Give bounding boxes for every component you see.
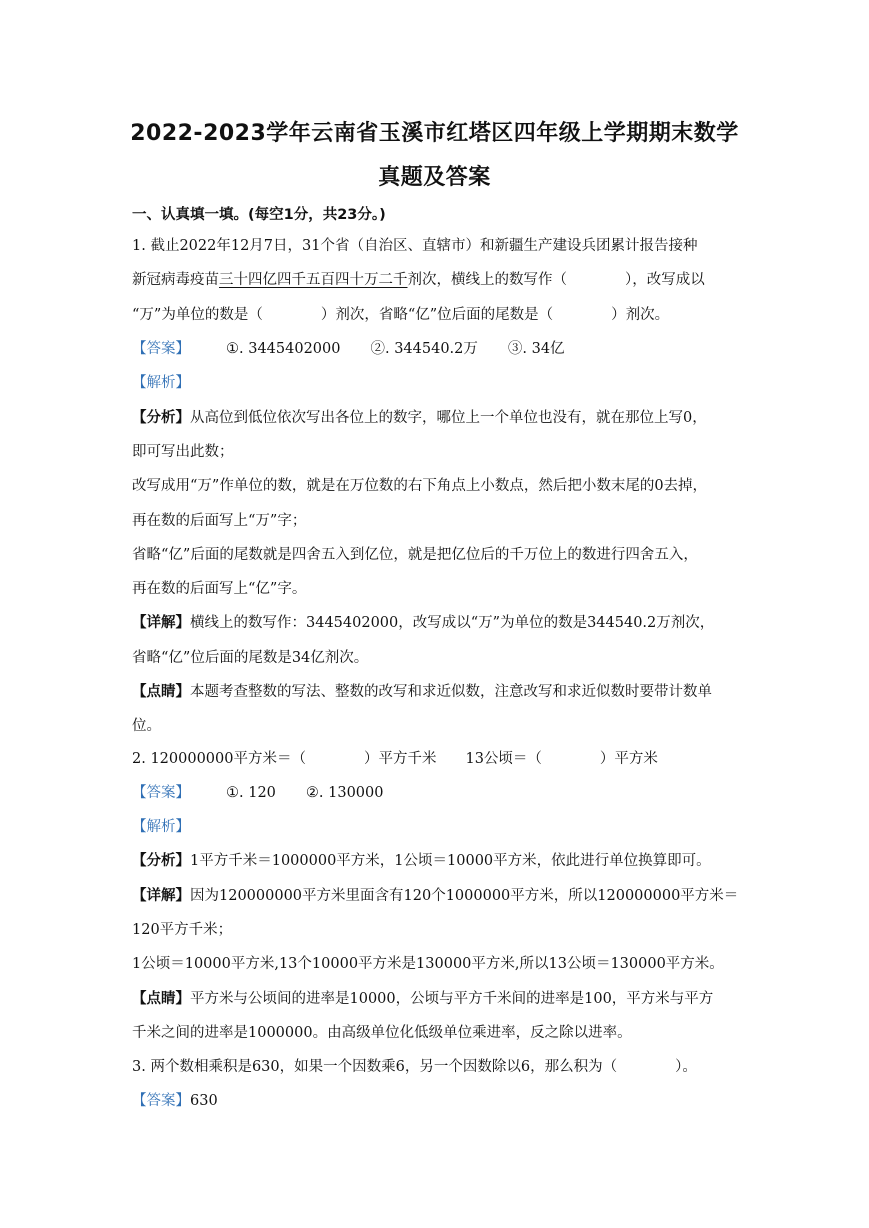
q2-answer-2: ②. 130000 [305, 785, 384, 801]
fenxi-tag: 【分析】 [132, 853, 190, 869]
answer-tag: 【答案】 [132, 785, 190, 801]
q3-answer [132, 1091, 742, 1111]
q2-xiangjie-3: 1公顷＝10000平方米,13个10000平方米是130000平方米,所以13公顷＝130000平方米。 [132, 956, 724, 972]
dianjing-tag: 【点睛】 [132, 991, 190, 1007]
q1-fenxi-2: 即可写出此数； [132, 444, 234, 460]
q1-line2-a: 新冠病毒疫苗 [132, 272, 219, 288]
q1-dianjing-1 [132, 682, 742, 702]
document-title-line1: 2022-2023学年云南省玉溪市红塔区四年级上学期期末数学 [130, 121, 739, 146]
q1-fenxi-text-1: 从高位到低位依次写出各位上的数字，哪位上一个单位也没有，就在那位上写0， [190, 410, 707, 426]
section-heading: 一、认真填一填。(每空1分，共23分。) [132, 207, 386, 223]
q2-dianjing-text-1: 平方米与公顷间的进率是10000，公顷与平方千米间的进率是100，平方米与平方 [190, 991, 714, 1007]
q2-xiangjie-1 [132, 886, 742, 906]
q1-answer [132, 339, 742, 359]
q1-xiangjie-2: 省略“亿”位后面的尾数是34亿剂次。 [132, 650, 369, 666]
q1-line1: 1. 截止2022年12月7日，31个省（自治区、直辖市）和新疆生产建设兵团累计报告接种 [132, 238, 698, 254]
q1-fenxi-3: 改写成用“万”作单位的数，就是在万位数的右下角点上小数点，然后把小数末尾的0去掉， [132, 478, 708, 494]
q2-xiangjie-text-1: 因为120000000平方米里面含有120个1000000平方米，所以120000000平方米＝ [190, 888, 739, 904]
q2-line1: 2. 120000000平方米＝（ ）平方千米 13公顷＝（ ）平方米 [132, 751, 658, 767]
q1-fenxi-1 [132, 408, 742, 428]
document-title-line2: 真题及答案 [378, 165, 491, 190]
q3-answer-value: 630 [190, 1093, 218, 1109]
q1-dianjing-2: 位。 [132, 718, 161, 734]
answer-tag: 【答案】 [132, 1093, 190, 1109]
q2-dianjing-1 [132, 989, 742, 1009]
q2-xiangjie-2: 120平方千米； [132, 922, 233, 938]
q2-fenxi-text-1: 1平方千米＝1000000平方米，1公顷＝10000平方米，依此进行单位换算即可。 [190, 853, 711, 869]
q1-underlined-number: 三十四亿四千五百四十万二千 [219, 272, 408, 288]
q3-line1: 3. 两个数相乘积是630，如果一个因数乘6，另一个因数除以6，那么积为（ ）。 [132, 1059, 697, 1075]
q1-jiexi: 【解析】 [132, 375, 190, 391]
xiangjie-tag: 【详解】 [132, 615, 190, 631]
q1-fenxi-4: 再在数的后面写上“万”字； [132, 513, 307, 529]
q1-answer-2: ②. 344540.2万 [370, 341, 478, 357]
q1-answer-3: ③. 34亿 [507, 341, 565, 357]
q1-dianjing-text-1: 本题考查整数的写法、整数的改写和求近似数，注意改写和求近似数时要带计数单 [190, 684, 712, 700]
q1-line2-b: 剂次，横线上的数写作（ ），改写成以 [407, 272, 705, 288]
q2-fenxi-1 [132, 851, 742, 871]
q2-jiexi: 【解析】 [132, 819, 190, 835]
q1-answer-1: ①. 3445402000 [226, 341, 341, 357]
xiangjie-tag: 【详解】 [132, 888, 190, 904]
q1-line2 [132, 270, 742, 290]
q1-fenxi-5: 省略“亿”后面的尾数就是四舍五入到亿位，就是把亿位后的千万位上的数进行四舍五入， [132, 547, 698, 563]
dianjing-tag: 【点睛】 [132, 684, 190, 700]
q1-fenxi-6: 再在数的后面写上“亿”字。 [132, 581, 307, 597]
q1-xiangjie-1 [132, 613, 742, 633]
answer-tag: 【答案】 [132, 341, 190, 357]
fenxi-tag: 【分析】 [132, 410, 190, 426]
q2-answer [132, 783, 742, 803]
q1-line3: “万”为单位的数是（ ）剂次，省略“亿”位后面的尾数是（ ）剂次。 [132, 307, 670, 323]
q1-xiangjie-text-1: 横线上的数写作：3445402000，改写成以“万”为单位的数是344540.2万剂次， [190, 615, 715, 631]
q2-dianjing-2: 千米之间的进率是1000000。由高级单位化低级单位乘进率，反之除以进率。 [132, 1025, 632, 1041]
q2-answer-1: ①. 120 [226, 785, 276, 801]
